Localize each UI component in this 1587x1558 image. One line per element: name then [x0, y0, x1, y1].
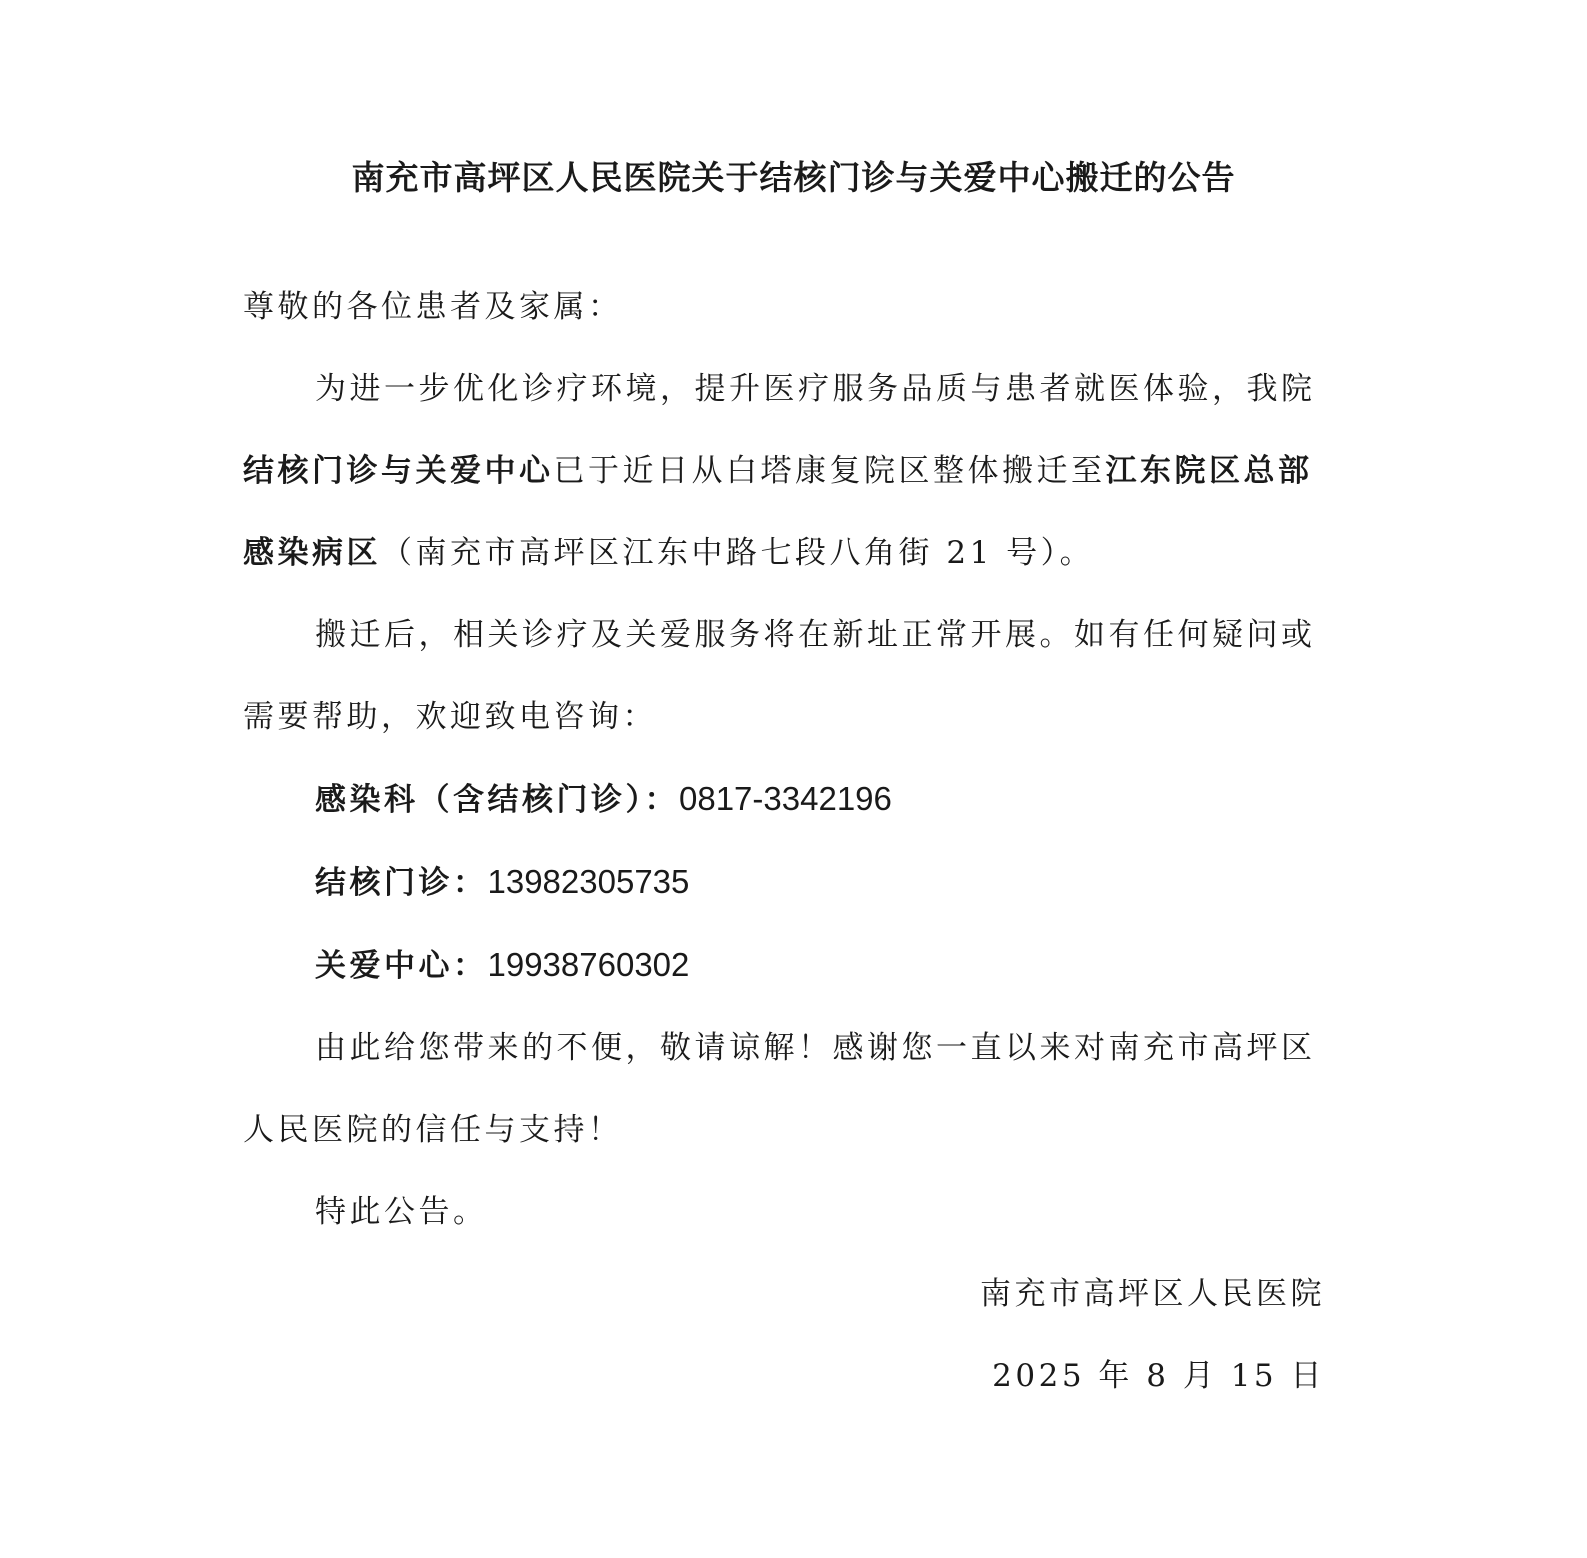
relocation-text-1: 为进一步优化诊疗环境，提升医疗服务品质与患者就医体验，我院 [315, 371, 1316, 407]
contact-phone: 0817-3342196 [679, 780, 892, 817]
closing-line: 特此公告。 [315, 1194, 488, 1230]
contact-phone: 19938760302 [487, 946, 690, 983]
signature-org: 南充市高坪区人民医院 [980, 1276, 1325, 1312]
salutation: 尊敬的各位患者及家属： [243, 289, 623, 325]
signature-date: 2025 年 8 月 15 日 [992, 1358, 1325, 1394]
new-address: （南充市高坪区江东中路七段八角街 21 号）。 [381, 535, 1095, 571]
contact-label: 感染科（含结核门诊）： [315, 782, 679, 818]
relocation-paragraph [243, 348, 1335, 594]
contact-care-center [243, 924, 1335, 1007]
contact-infectious-dept [243, 758, 1335, 841]
apology-paragraph: 由此给您带来的不便，敬请谅解！感谢您一直以来对南充市高坪区人民医院的信任与支持！ [243, 1030, 1316, 1148]
notice-title: 南充市高坪区人民医院关于结核门诊与关爱中心搬迁的公告 [351, 158, 1236, 197]
contact-phone: 13982305735 [487, 863, 690, 900]
notice-body [243, 266, 1335, 1417]
contact-label: 结核门诊： [315, 865, 488, 901]
contact-tb-clinic [243, 841, 1335, 924]
relocation-text-2: 已于近日从白塔康复院区整体搬迁至 [553, 453, 1106, 489]
department-name: 结核门诊与关爱中心 [243, 453, 554, 489]
inquiry-paragraph: 搬迁后，相关诊疗及关爱服务将在新址正常开展。如有任何疑问或需要帮助，欢迎致电咨询： [243, 617, 1316, 735]
new-location-name: 江东院区总部感染病区 [243, 453, 1313, 571]
contact-label: 关爱中心： [315, 948, 488, 984]
